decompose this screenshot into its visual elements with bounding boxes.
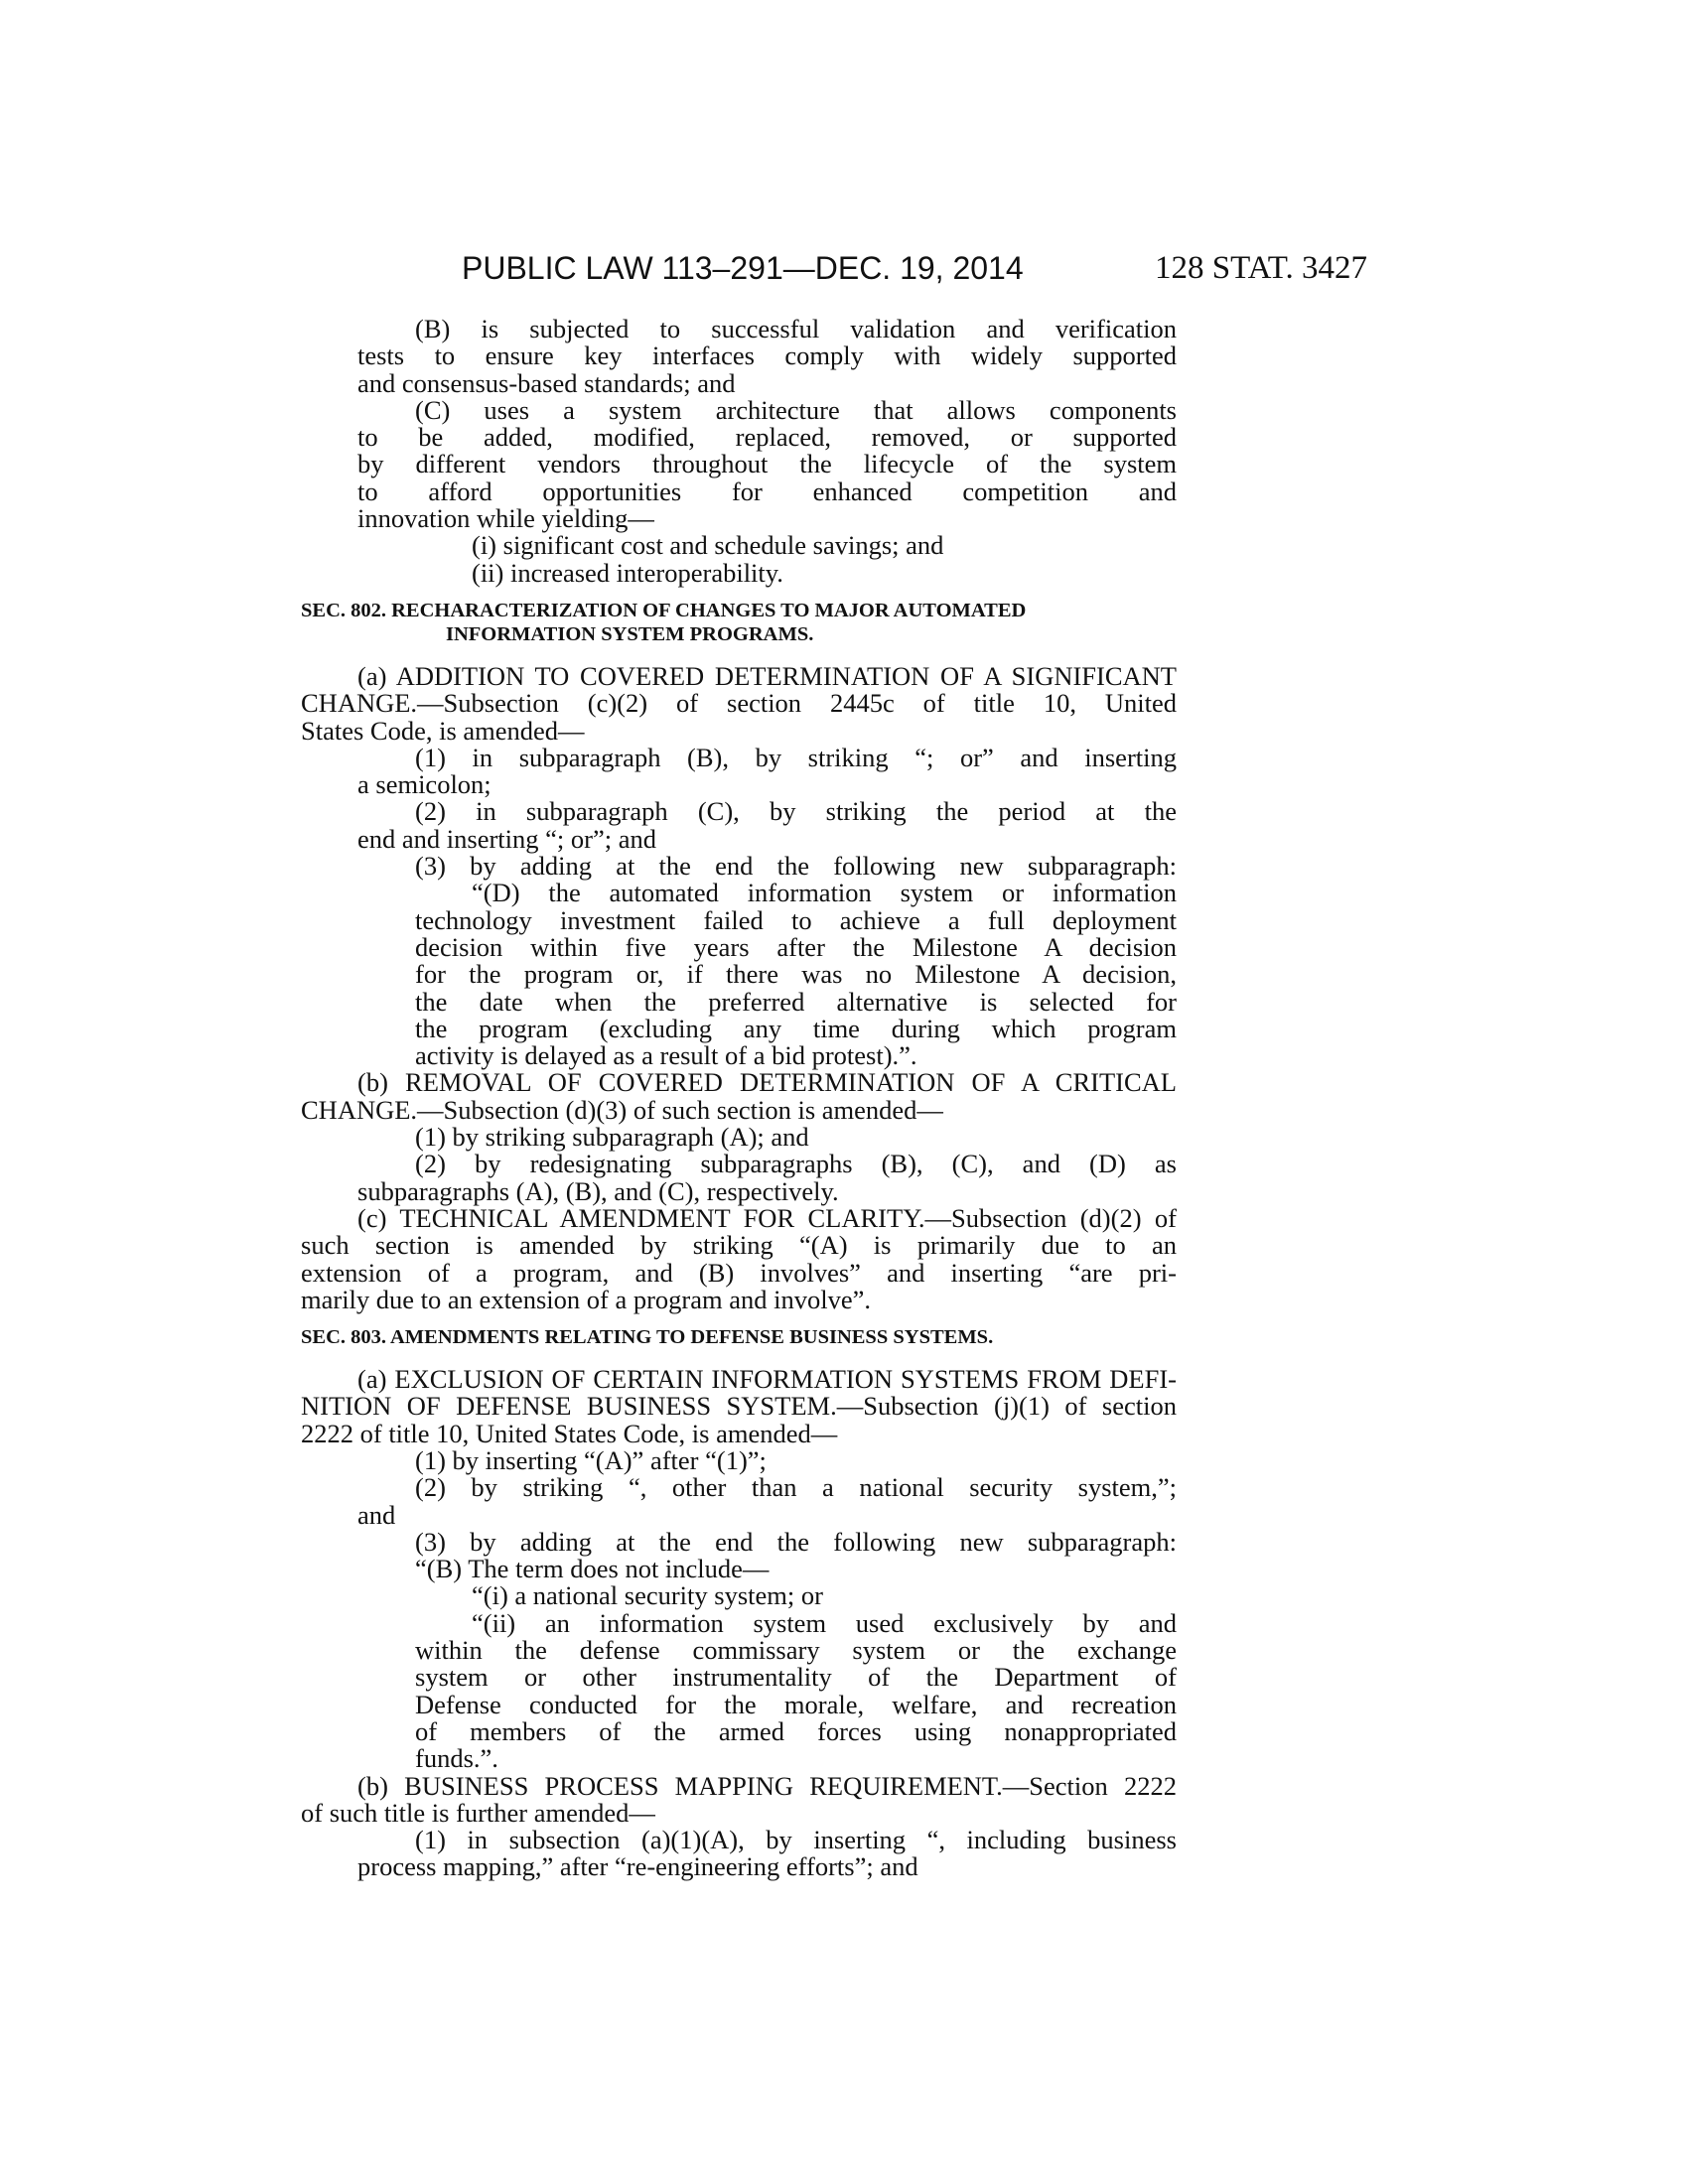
text-line: decision within five years after the Milestone A decision [415,931,1177,962]
text-line: “(B) The term does not include— [415,1554,770,1584]
running-head-title: PUBLIC LAW 113–291—DEC. 19, 2014 [462,250,1024,286]
text-line: States Code, is amended— [301,715,585,746]
spacer [301,587,1177,599]
text-line: (a) ADDITION TO COVERED DETERMINATION OF A SIGNIFICANT [357,660,1177,691]
text-line: (1) by inserting “(A)” after “(1)”; [415,1444,767,1475]
text-line: of such title is further amended— [301,1797,655,1828]
text-line: for the program or, if there was no Milestone A decision, [415,959,1177,990]
text-line: the program (excluding any time during which program [415,1013,1177,1043]
text-line: activity is delayed as a result of a bid protest).”. [415,1040,917,1071]
text-line: “(i) a national security system; or [472,1580,823,1611]
law-text-body [301,316,1177,1881]
text-line: to be added, modified, replaced, removed, or supported [357,422,1177,453]
text-line: the date when the preferred alternative is selected for [415,986,1177,1017]
section-heading-line: INFORMATION SYSTEM PROGRAMS. [446,622,814,645]
text-line: (2) in subparagraph (C), by striking the period at the [415,796,1177,827]
text-line: and [357,1499,396,1530]
text-line: to afford opportunities for enhanced competition and [357,476,1177,506]
text-line: (a) EXCLUSION OF CERTAIN INFORMATION SYSTEMS FROM DEFI- [357,1364,1177,1395]
text-line: (B) is subjected to successful validation and verification [415,314,1177,343]
text-line: subparagraphs (A), (B), and (C), respectively. [357,1175,839,1206]
text-line: (c) TECHNICAL AMENDMENT FOR CLARITY.—Subsection (d)(2) of [357,1202,1177,1233]
text-line: a semicolon; [357,769,492,800]
text-line: within the defense commissary system or the exchange [415,1635,1177,1666]
text-line: (2) by redesignating subparagraphs (B), (C), and (D) as [415,1149,1177,1179]
text-line: funds.”. [415,1743,498,1774]
section-heading-line: SEC. 803. AMENDMENTS RELATING TO DEFENSE BUSINESS SYSTEMS. [301,1326,994,1349]
text-line: tests to ensure key interfaces comply with widely supported [357,341,1177,371]
text-line: innovation while yielding— [357,503,654,534]
text-line: (1) by striking subparagraph (A); and [415,1122,809,1153]
text-line: extension of a program, and (B) involves” and inserting “are pri- [301,1257,1177,1288]
text-line: (1) in subsection (a)(1)(A), by inserting “, including business [415,1825,1177,1855]
section-heading-line: SEC. 802. RECHARACTERIZATION OF CHANGES TO MAJOR AUTOMATED [301,599,1027,621]
text-line: 2222 of title 10, United States Code, is amended— [301,1418,838,1448]
text-line: (3) by adding at the end the following new subparagraph: [415,1526,1177,1557]
text-line: CHANGE.—Subsection (d)(3) of such section is amended— [301,1094,943,1125]
text-line: Defense conducted for the morale, welfare, and recreation [415,1689,1177,1719]
text-line: system or other instrumentality of the Department of [415,1662,1177,1693]
text-line: by different vendors throughout the lifecycle of the system [357,449,1177,479]
text-line: (3) by adding at the end the following new subparagraph: [415,851,1177,882]
text-line: end and inserting “; or”; and [357,823,656,854]
text-line: CHANGE.—Subsection (c)(2) of section 2445c of title 10, United [301,688,1177,719]
page-header [462,248,1367,288]
text-line: (i) significant cost and schedule savings; and [472,530,944,561]
text-line: “(ii) an information system used exclusively by and [472,1607,1177,1638]
text-line: (b) BUSINESS PROCESS MAPPING REQUIREMENT.—Section 2222 [357,1770,1177,1801]
statute-page-citation: 128 STAT. 3427 [1154,250,1367,286]
text-line: technology investment failed to achieve a full deployment [415,904,1177,935]
text-line: (1) in subparagraph (B), by striking “; or” and inserting [415,742,1177,772]
spacer [301,1313,1177,1325]
text-line: (b) REMOVAL OF COVERED DETERMINATION OF A CRITICAL [357,1067,1177,1098]
text-line: of members of the armed forces using nonappropriated [415,1715,1177,1746]
text-line: marily due to an extension of a program and involve”. [301,1284,871,1314]
text-line: (ii) increased interoperability. [472,557,783,588]
text-line: such section is amended by striking “(A) is primarily due to an [301,1230,1177,1261]
text-line: (2) by striking “, other than a national security system,”; [415,1472,1177,1503]
text-line: and consensus-based standards; and [357,367,736,398]
text-line: process mapping,” after “re-engineering efforts”; and [357,1851,918,1882]
text-line: “(D) the automated information system or information [472,878,1177,908]
text-line: NITION OF DEFENSE BUSINESS SYSTEM.—Subsection (j)(1) of section [301,1391,1177,1422]
text-line: (C) uses a system architecture that allows components [415,394,1177,425]
